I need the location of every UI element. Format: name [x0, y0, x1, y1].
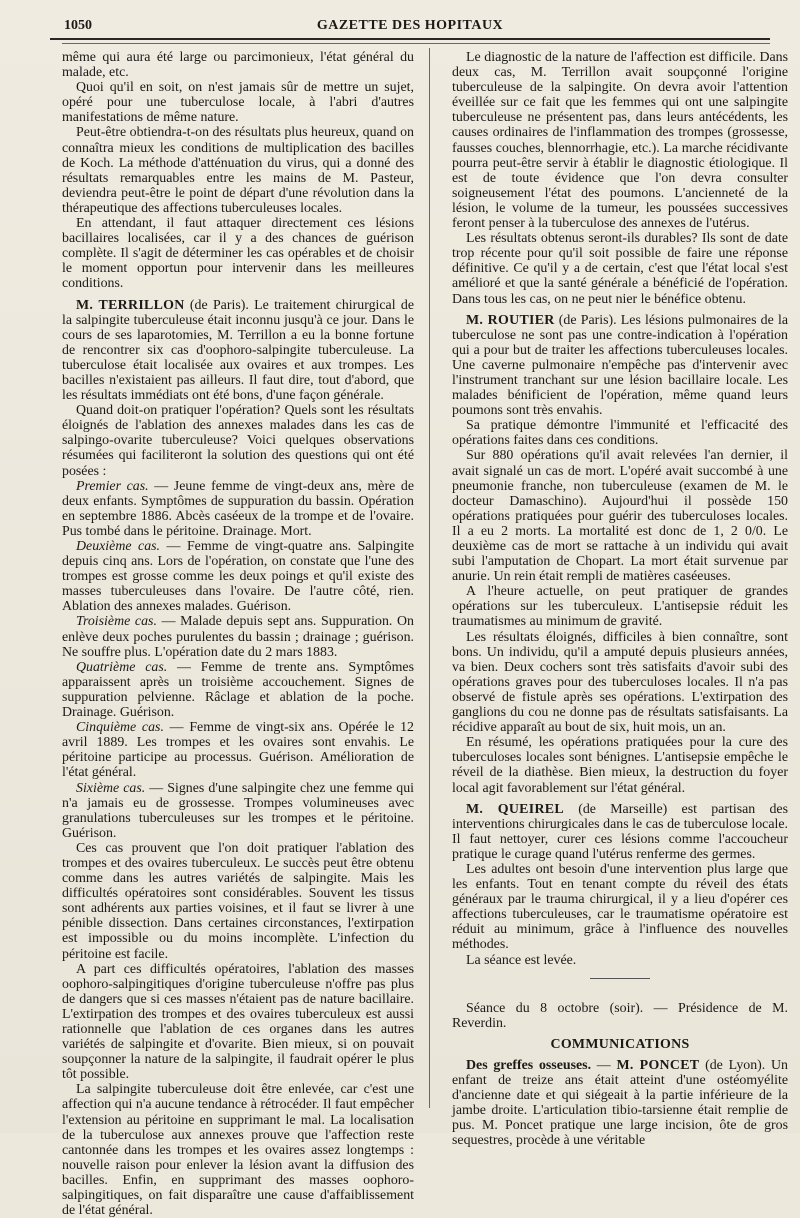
speaker-text: (de Paris). Les lésions pulmonaires de la tuberculose ne sont pas une contre-indication à l'opération qui a pour but de traiter les affections tuberculeuses locales. Une caverne pulmonaire n'empêche pas d'intervenir avec l'instrument tranchant sur une lésion bacillaire locale. Les malades bénificient de l'opération, même quand leurs poumons sont très envahis. — [452, 312, 788, 419]
speaker-paragraph — [62, 298, 414, 404]
paragraph: Sa pratique démontre l'immunité et l'efficacité des opérations faites dans ces conditions. — [452, 418, 788, 449]
right-column — [452, 50, 788, 1148]
speaker-text: (de Lyon). Un enfant de treize ans était atteint d'une ostéomyélite d'ancienne date et qui siégeait à la partie inférieure de la jambe droite. L'articulation tibio-tarsienne était remplie de pus. M. Poncet pratique une large incision, ôte de gros sequestres, procède à une véritable — [452, 1057, 788, 1149]
session-line: Séance du 8 octobre (soir). — Présidence de M. Reverdin. — [452, 1000, 788, 1031]
speaker-text: (de Paris). Le traitement chirurgical de la salpingite tuberculeuse était inconnu jusqu'à ce jour. Dans le cours de ses laparotomies, M. Terrillon a eu la bonne fortune de rencontrer six cas d'oophoro-salpingite tuberculeuse. La tuberculose était localisée aux ovaires et aux trompes. Les bacilles n'existaient pas ailleurs. Il faut dire, tout d'abord, que les résultats immédiats ont été bons, d'une façon générale. — [62, 297, 414, 404]
case-text: — Femme de vingt-quatre ans. Salpingite depuis cinq ans. Lors de l'opération, on constate que l'une des trompes est grosse comme les deux poings et qu'il existe des masses tuberculeuses dans l'ovaire. De l'autre côté, rien. Ablation des annexes malades. Guérison. — [62, 539, 414, 615]
page-header — [50, 14, 770, 40]
communication-title: Des greffes osseuses. — [466, 1057, 592, 1073]
speaker-name: M. QUEIREL — [466, 801, 564, 817]
case-label: Troisième cas. — [76, 614, 157, 630]
section-heading: COMMUNICATIONS — [550, 1036, 690, 1052]
case-text: — Jeune femme de vingt-deux ans, mère de deux enfants. Symptômes de suppuration du bassin. Opération en septembre 1886. Abcès caséeux de la trompe et de l'ovaire. Pus tombé dans le péritoine. Drainage. Mort. — [62, 478, 414, 539]
speaker-name: M. TERRILLON — [76, 297, 185, 313]
paragraph: A part ces difficultés opératoires, l'ablation des masses oophoro-salpingitiques d'origine tuberculeuse n'offre pas plus de dangers que si ces masses n'étaient pas de nature bacillaire. L'extirpation des trompes et des ovaires tuberculeux est aussi rationnelle que l'ablation de ces organes dans les autres variétés de salpingite et d'ovarite. Bien mieux, si on pouvait soupçonner la nature de la salpingite, il faudrait opérer le plus tôt possible. — [62, 961, 414, 1083]
paragraph: En résumé, les opérations pratiquées pour la cure des tuberculoses locales sont bénignes. L'antisepsie empêche le réveil de la diathèse. Bien mieux, la destruction du foyer local agit favorablement sur l'état général. — [452, 735, 788, 796]
case-paragraph — [62, 614, 414, 659]
case-paragraph — [62, 720, 414, 780]
case-label: Deuxième cas. — [76, 539, 161, 554]
case-text: — Femme de vingt-six ans. Opérée le 12 avril 1889. Les trompes et les ovaires sont envahis. Le péritoine participe au processus. Guérison. Amélioration de l'état général. — [62, 720, 414, 781]
paragraph: A l'heure actuelle, on peut pratiquer de grandes opérations sur les tuberculeux. L'antisepsie réduit les traumatismes au minimum de gravité. — [452, 584, 788, 630]
case-paragraph — [62, 781, 414, 841]
case-label: Quatrième cas. — [76, 659, 168, 675]
journal-title: GAZETTE DES HOPITAUX — [316, 18, 504, 33]
section-separator — [590, 978, 650, 979]
case-label: Cinquième cas. — [76, 720, 164, 736]
paragraph: Les résultats obtenus seront-ils durables? Ils sont de date trop récente pour qu'il soit possible de faire une réponse définitive. Ce qu'il y a de certain, c'est que l'état local s'est amélioré et que la santé générale a bénéficié de l'opération. Dans tous les cas, on ne peut nier le bénéfice obtenu. — [452, 231, 788, 307]
paragraph: En attendant, il faut attaquer directement ces lésions bacillaires localisées, car il y a des chances de guérison complète. Il s'agit de déterminer les cas opérables et de choisir le moment opportun pour intervenir dans les meilleures conditions. — [62, 216, 414, 292]
paragraph: La salpingite tuberculeuse doit être enlevée, car c'est une affection qui n'a aucune tendance à rétrocéder. Il faut empêcher l'extension au péritoine en supprimant le mal. La localisation de la tuberculose aux annexes prouve que l'affection reste cantonnée dans les trompes et les ovaires assez longtemps : nouvelle raison pour enlever la lésion avant la diffusion des bacilles. Enfin, en supprimant des masses oophoro-salpingitiques, on fait disparaître une cause d'affaiblissement de l'état général. — [62, 1082, 414, 1218]
case-label: Premier cas. — [76, 478, 149, 494]
paragraph: Quoi qu'il en soit, on n'est jamais sûr de mettre un sujet, opéré pour une tuberculose locale, à l'abri d'autres manifestations de même nature. — [62, 80, 414, 126]
speaker-name: M. PONCET — [616, 1057, 700, 1073]
paragraph: Le diagnostic de la nature de l'affection est difficile. Dans deux cas, M. Terrillon avait soupçonné l'origine tuberculeuse de la salpingite. On devra avoir l'attention éveillée sur ce fait que les femmes qui ont une salpingite tuberculeuse ne présentent pas, dans leurs antécédents, les causes ordinaires de l'inflammation des trompes (grossesse, fausses couches, blennorrhagie, etc.). La marche récidivante pourra peut-être servir à établir le diagnostic étiologique. Il est de toute évidence que l'on devra consulter soigneusement l'état des poumons. L'ancienneté de la lésion, le volume de la tumeur, les poussées successives feront penser à la tuberculose des annexes de l'utérus. — [452, 50, 788, 232]
case-paragraph — [62, 479, 414, 539]
paragraph: Les adultes ont besoin d'une intervention plus large que les enfants. Tout en tenant compte du réveil des états généraux par le trauma chirurgical, il y a lieu d'opérer ces affections tuberculeuses, car le traumatisme opératoire est réduit au minimum, grâce à l'influence des nouvelles méthodes. — [452, 861, 788, 953]
paragraph: Les résultats éloignés, difficiles à bien connaître, sont bons. Un individu, qu'il a amputé depuis plusieurs années, va bien. Deux cochers sont très satisfaits d'avoir subi des opérations graves pour des tuberculoses locales. Il n'a pas observé de fistule après ses opérations. L'extirpation des ganglions du cou ne donne pas de résultats satisfaisants. La récidive apparaît au bout de six, huit mois, un an. — [452, 629, 788, 736]
dash: — — [591, 1057, 617, 1073]
header-rule — [62, 43, 770, 44]
speaker-paragraph — [452, 802, 788, 862]
speaker-text: (de Marseille) est partisan des interventions chirurgicales dans le cas de tuberculose locale. Il faut nettoyer, curer ces lésions comme l'accoucheur pratique le curage quand l'utérus renferme des germes. — [452, 801, 788, 862]
paragraph: Quand doit-on pratiquer l'opération? Quels sont les résultats éloignés de l'ablation des annexes malades dans les cas de salpingo-ovarite tuberculeuse? Voici quelques observations résumées qui faciliteront la solution des questions qui ont été posées : — [62, 403, 414, 479]
paragraph: Ces cas prouvent que l'on doit pratiquer l'ablation des trompes et des ovaires tuberculeux. Le succès peut être obtenu comme dans les autres variétés de salpingite. Mais les difficultés opératoires sont considérables. Souvent les tissus sont adhérents aux parties voisines, et il faut se livrer à une pénible dissection. Dans certaines circonstances, l'extirpation est impossible ou du moins incomplète. L'infection du péritoine est facile. — [62, 840, 414, 962]
case-label: Sixième cas. — [76, 780, 146, 796]
paragraph: Peut-être obtiendra-t-on des résultats plus heureux, quand on connaîtra mieux les conditions de multiplication des bacilles de Koch. La méthode d'atténuation du virus, qui a donné des résultats remarquables entre les mains de M. Pasteur, deviendra peut-être le point de départ d'une révolution dans la thérapeutique des affections tuberculeuses locales. — [62, 125, 414, 216]
speaker-paragraph — [452, 313, 788, 419]
paragraph: même qui aura été large ou parcimonieux, l'état général du malade, etc. — [62, 50, 414, 81]
case-text: — Signes d'une salpingite chez une femme qui n'a jamais eu de grossesse. Trompes volumineuses avec granulations tuberculeuses sur les trompes et le péritoine. Guérison. — [62, 780, 415, 841]
column-divider — [429, 48, 430, 1108]
case-paragraph — [62, 539, 414, 614]
closing-line: La séance est levée. — [466, 952, 577, 968]
case-paragraph — [62, 660, 414, 720]
case-text: — Femme de trente ans. Symptômes apparaissent après un troisième accouchement. Signes de suppuration pelvienne. Râclage et ablation de la poche. Drainage. Guérison. — [62, 659, 414, 721]
paragraph: Sur 880 opérations qu'il avait relevées l'an dernier, il avait signalé un cas de mort. L'opéré avait succombé à une pneumonie franche, non tuberculeuse (examen de M. le docteur Damaschino). Aujourd'hui il possède 150 opérations pratiquées pour guérir des tuberculoses locales. Il a eu 2 morts. La mortalité est donc de 1, 2 0/0. Le deuxième cas de mort se rattache à un individu qui avait subi l'amputation de Chopart. La mort était survenue par anurie. Un rein était rempli de matières caséeuses. — [452, 448, 788, 585]
communication-paragraph — [452, 1058, 788, 1149]
case-text: — Malade depuis sept ans. Suppuration. On enlève deux poches purulentes du bassin ; drainage ; guérison. Ne souffre plus. L'opération date du 2 mars 1883. — [62, 614, 414, 660]
page-number: 1050 — [64, 18, 92, 33]
left-column — [62, 50, 414, 1218]
speaker-name: M. ROUTIER — [466, 312, 555, 328]
